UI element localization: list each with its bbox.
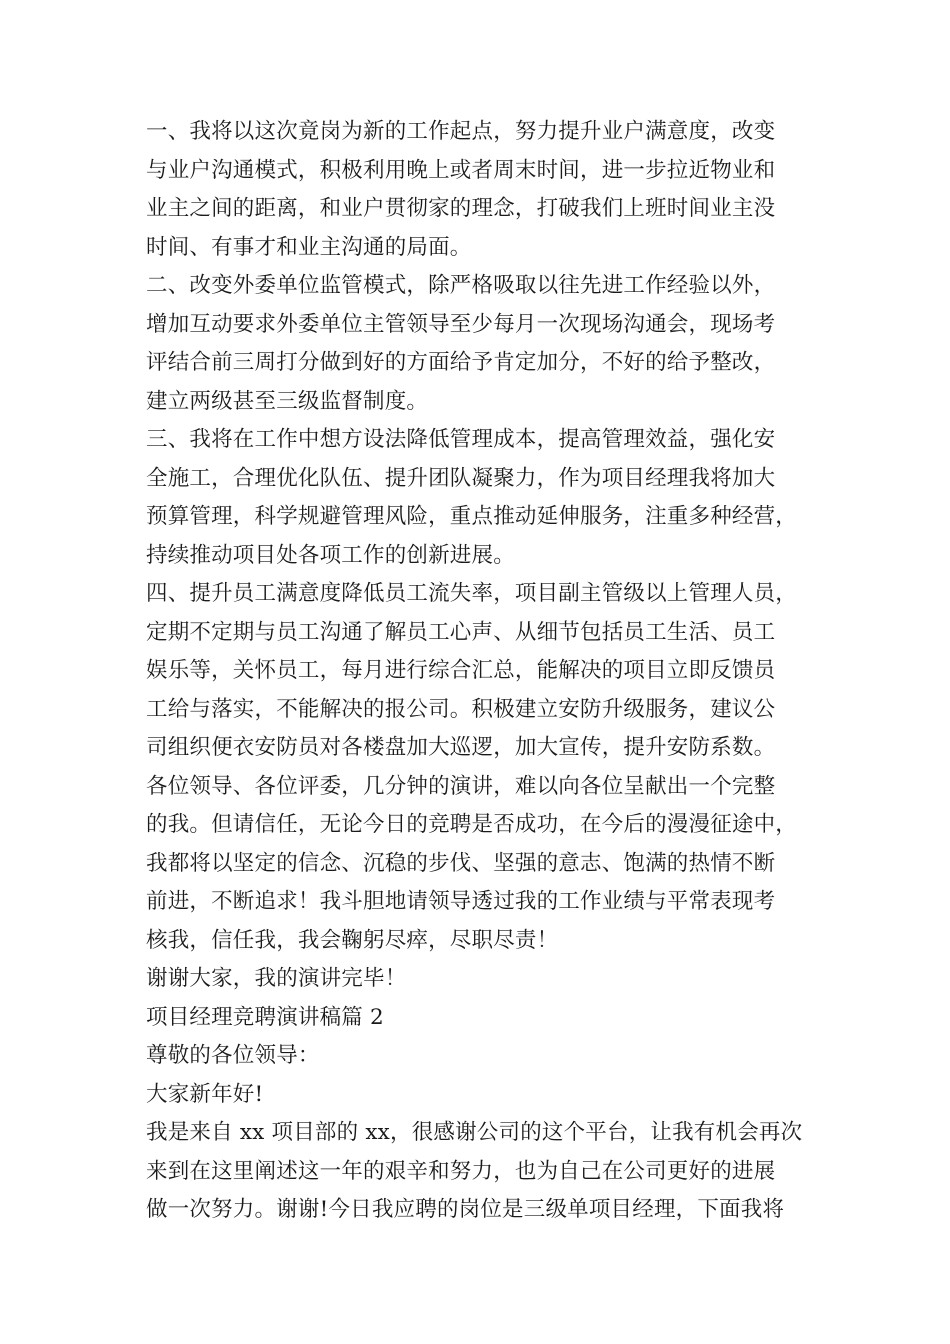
text-line: 我都将以坚定的信念、沉稳的步伐、坚强的意志、饱满的热情不断 [146, 850, 776, 876]
text-line: 做一次努力。谢谢!今日我应聘的岗位是三级单项目经理，下面我将 [146, 1197, 785, 1222]
text-line: 各位领导、各位评委，几分钟的演讲，难以向各位呈献出一个完整 [146, 773, 776, 799]
text-line: 与业户沟通模式，积极利用晚上或者周末时间，进一步拉近物业和 [146, 157, 776, 183]
text-line: 核我，信任我，我会鞠躬尽瘁，尽职尽责！ [146, 927, 559, 953]
text-line: 全施工，合理优化队伍、提升团队凝聚力，作为项目经理我将加大 [146, 465, 776, 491]
document-body [146, 113, 836, 1230]
text-line: 时间、有事才和业主沟通的局面。 [146, 234, 472, 260]
text-line: 来到在这里阐述这一年的艰辛和努力，也为自己在公司更好的进展 [146, 1158, 776, 1184]
section-heading: 项目经理竞聘演讲稿篇 2 [146, 1004, 384, 1030]
text-line: 四、提升员工满意度降低员工流失率，项目副主管级以上管理人员， [146, 581, 798, 606]
text-line: 娱乐等，关怀员工，每月进行综合汇总，能解决的项目立即反馈员 [146, 658, 776, 683]
salutation: 尊敬的各位领导： [146, 1043, 320, 1068]
text-line: 评结合前三周打分做到好的方面给予肯定加分，不好的给予整改， [146, 350, 776, 375]
text-line: 三、我将在工作中想方设法降低管理成本，提高管理效益，强化安 [146, 427, 776, 452]
text-line: 前进，不断追求！我斗胆地请领导透过我的工作业绩与平常表现考 [146, 889, 776, 914]
text-line: 定期不定期与员工沟通了解员工心声、从细节包括员工生活、员工 [146, 619, 776, 645]
text-line: 司组织便衣安防员对各楼盘加大巡逻，加大宣传，提升安防系数。 [146, 735, 776, 760]
text-line: 二、改变外委单位监管模式，除严格吸取以往先进工作经验以外， [146, 273, 776, 298]
text-line: 我是来自 xx 项目部的 xx，很感谢公司的这个平台，让我有机会再次 [146, 1120, 803, 1145]
text-line: 持续推动项目处各项工作的创新进展。 [146, 542, 515, 568]
text-line: 建立两级甚至三级监督制度。 [146, 388, 429, 414]
greeting: 大家新年好! [146, 1081, 264, 1107]
text-line: 一、我将以这次竟岗为新的工作起点，努力提升业户满意度，改变 [146, 119, 776, 144]
text-line: 增加互动要求外委单位主管领导至少每月一次现场沟通会，现场考 [146, 311, 776, 337]
text-line: 的我。但请信任，无论今日的竞聘是否成功，在今后的漫漫征途中， [146, 812, 798, 837]
text-line: 谢谢大家，我的演讲完毕！ [146, 966, 407, 991]
text-line: 业主之间的距离，和业户贯彻家的理念，打破我们上班时间业主没 [146, 196, 776, 221]
text-line: 工给与落实，不能解决的报公司。积极建立安防升级服务，建议公 [146, 696, 776, 722]
text-line: 预算管理，科学规避管理风险，重点推动延伸服务，注重多种经营， [146, 504, 798, 529]
